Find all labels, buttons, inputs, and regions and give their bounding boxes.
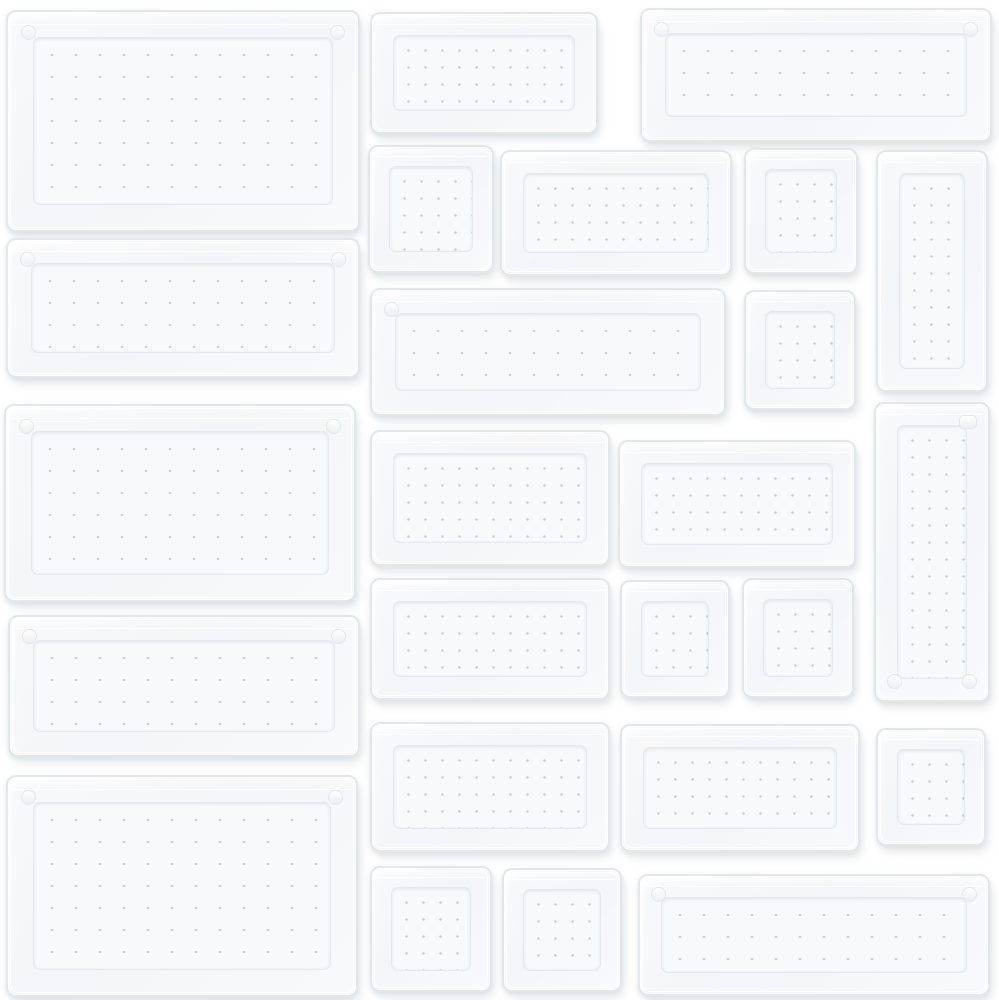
small-square-tray-r5c: [742, 578, 854, 698]
bin-floor-dot-texture: [764, 600, 832, 676]
medium-tray-r6b: [620, 724, 860, 852]
medium-tray-r4a: [370, 430, 610, 566]
bin-rim-highlight: [377, 24, 591, 25]
bin-rim-notch: [329, 791, 342, 804]
medium-tray-r5a: [370, 578, 610, 700]
bin-rim-highlight: [377, 442, 603, 443]
bin-rim-highlight: [625, 452, 849, 453]
bin-rim-highlight: [627, 591, 723, 592]
bin-rim-notch: [963, 888, 976, 901]
small-square-tray-r3b: [744, 290, 856, 410]
bin-rim-highlight: [751, 159, 851, 160]
bin-floor-dot-texture: [642, 464, 832, 544]
bin-floor-dot-texture: [666, 34, 966, 116]
small-square-tray-r6c: [876, 728, 986, 846]
bin-rim-notch: [21, 253, 34, 266]
bin-floor-dot-texture: [34, 803, 330, 969]
bin-rim-highlight: [509, 879, 615, 880]
bin-floor-dot-texture: [34, 38, 332, 204]
bin-rim-highlight: [15, 628, 353, 629]
medium-long-tray-left-2: [6, 238, 360, 378]
bin-rim-notch: [23, 630, 36, 643]
bin-floor-dot-texture: [524, 890, 600, 970]
large-tray-top-left: [6, 10, 360, 232]
small-square-tray-r5b: [620, 580, 730, 698]
bin-rim-highlight: [377, 590, 603, 591]
bin-floor-dot-texture: [898, 750, 964, 824]
long-tray-bottom-right: [638, 874, 990, 996]
bin-rim-highlight: [627, 736, 853, 737]
bin-floor-dot-texture: [394, 602, 586, 676]
large-tray-bottom-left: [6, 775, 358, 997]
bin-rim-notch: [22, 791, 35, 804]
bin-rim-highlight: [13, 251, 353, 252]
bin-rim-highlight: [749, 589, 847, 590]
bin-rim-notch: [888, 675, 901, 688]
small-square-tray-r7b: [502, 868, 622, 992]
bin-floor-dot-texture: [34, 641, 334, 731]
bin-rim-highlight: [377, 877, 485, 878]
bin-rim-notch: [652, 888, 665, 901]
bin-rim-highlight: [377, 301, 719, 302]
small-long-tray-top-mid: [370, 12, 598, 134]
bin-rim-notch: [332, 630, 345, 643]
medium-tray-r4b: [618, 440, 856, 568]
bin-floor-dot-texture: [392, 888, 470, 970]
large-tray-left-3: [4, 404, 356, 602]
bin-floor-dot-texture: [32, 432, 328, 574]
medium-tray-r6a: [370, 722, 610, 852]
bin-rim-notch: [22, 26, 35, 39]
bin-floor-dot-texture: [766, 312, 834, 388]
bin-floor-dot-texture: [32, 264, 334, 352]
bin-rim-highlight: [647, 21, 985, 22]
small-square-tray-r2c: [744, 148, 858, 274]
bin-rim-notch: [332, 253, 345, 266]
bin-floor-dot-texture: [644, 748, 836, 828]
bin-rim-notch: [385, 303, 398, 316]
bin-rim-highlight: [751, 301, 849, 302]
bin-floor-dot-texture: [394, 454, 586, 542]
bin-rim-notch: [963, 675, 976, 688]
bin-floor-dot-texture: [642, 602, 708, 676]
bin-rim-notch: [964, 23, 977, 36]
bin-rim-highlight: [13, 789, 351, 790]
bin-rim-notch: [331, 26, 344, 39]
bin-rim-notch: [327, 420, 340, 433]
bin-rim-highlight: [645, 886, 983, 887]
small-square-tray-r7a: [370, 866, 492, 992]
bin-rim-highlight: [377, 734, 603, 735]
tall-narrow-tray-right-2: [874, 402, 990, 702]
bin-rim-highlight: [883, 162, 981, 163]
bin-rim-highlight: [375, 156, 487, 157]
bin-floor-dot-texture: [662, 898, 966, 972]
bin-floor-dot-texture: [524, 174, 708, 252]
bin-floor-dot-texture: [766, 170, 836, 252]
bin-rim-notch: [20, 420, 33, 433]
bin-floor-dot-texture: [396, 314, 700, 390]
bin-rim-highlight: [11, 418, 349, 419]
bin-floor-dot-texture: [394, 36, 574, 110]
bin-rim-notch: [655, 23, 668, 36]
bin-floor-dot-texture: [394, 746, 586, 828]
long-tray-top-right: [640, 8, 992, 142]
bin-rim-notch: [960, 416, 976, 428]
medium-tray-r2b: [500, 150, 732, 276]
bin-rim-highlight: [507, 162, 725, 163]
bin-rim-highlight: [881, 414, 983, 415]
long-tray-r3: [370, 288, 726, 416]
bin-rim-highlight: [13, 24, 353, 25]
small-square-tray-r2a: [368, 145, 494, 273]
bin-floor-dot-texture: [900, 174, 964, 368]
bin-floor-dot-texture: [390, 167, 472, 251]
medium-long-tray-left-4: [8, 615, 360, 757]
tall-narrow-tray-right-1: [876, 150, 988, 392]
bin-rim-highlight: [883, 739, 979, 740]
bin-floor-dot-texture: [898, 426, 966, 678]
